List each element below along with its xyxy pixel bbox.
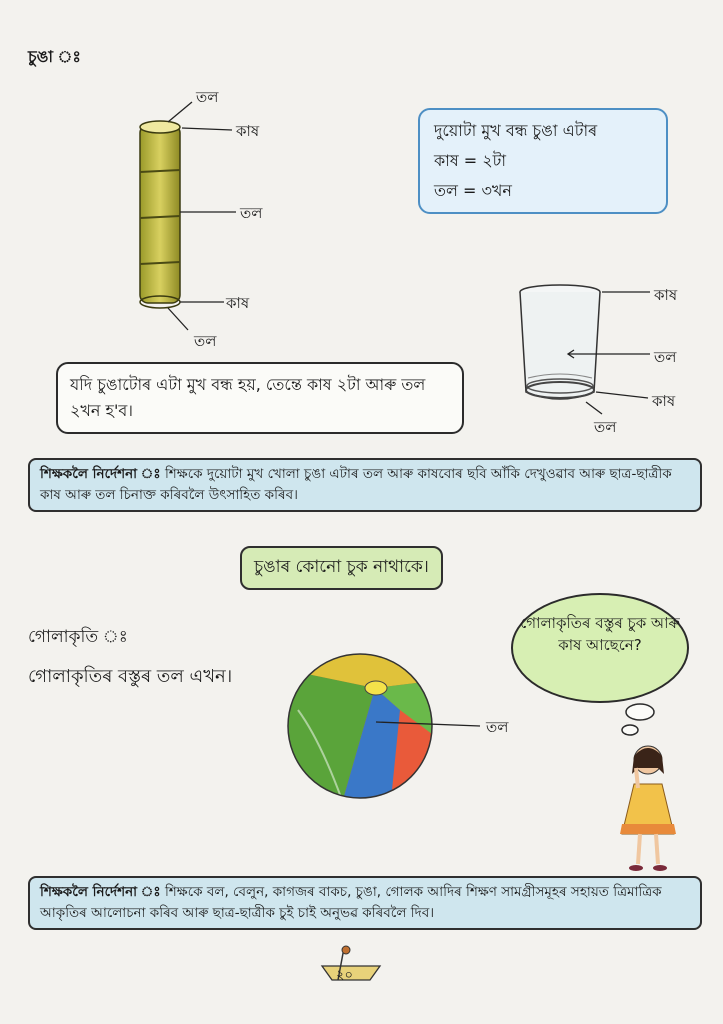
cylinder-info-box: [418, 108, 668, 214]
bamboo-label-top-face: তল: [196, 88, 219, 106]
bamboo-tube-illustration: [120, 80, 320, 340]
glass-label-top-edge: কাষ: [654, 286, 678, 304]
teacher-note-cylinder: [28, 458, 702, 512]
teacher-note-sphere: [28, 876, 702, 930]
section-heading-cylinder: চুঙা ঃ: [28, 47, 81, 66]
bamboo-label-top-edge: কাষ: [236, 122, 260, 140]
glass-label-side-face: তল: [654, 348, 677, 366]
girl-thinking-illustration: [608, 738, 688, 878]
glass-label-bottom-edge: কাষ: [652, 392, 676, 410]
bamboo-label-bottom-face: তল: [194, 332, 217, 350]
section-heading-sphere: গোলাকৃতি ঃ: [28, 627, 128, 647]
teacher-note-prefix: শিক্ষকলৈ নিৰ্দেশনা ঃ: [40, 884, 161, 900]
info-line-1: দুয়োটা মুখ বন্ধ চুঙা এটাৰ: [434, 121, 598, 140]
sphere-statement: গোলাকৃতিৰ বস্তুৰ তল এখন।: [28, 666, 233, 687]
ball-label-face: তল: [486, 718, 509, 736]
cylinder-statement-box: যদি চুঙাটোৰ এটা মুখ বন্ধ হয়, তেন্তে কাষ ২টা আৰু তল ২খন হ'ব।: [56, 362, 464, 434]
bamboo-label-bottom-edge: কাষ: [226, 294, 250, 312]
glass-label-bottom-face: তল: [594, 418, 617, 436]
cylinder-no-corner-highlight: চুঙাৰ কোনো চুক নাথাকে।: [240, 546, 443, 590]
info-line-3: তল = ৩খন: [434, 181, 512, 200]
thought-bubble-text: গোলাকৃতিৰ বস্তুৰ চুক আৰু কাষ আছেনে?: [520, 614, 680, 654]
info-line-2: কাষ = ২টা: [434, 151, 506, 170]
teacher-note-prefix: শিক্ষকলৈ নিৰ্দেশনা ঃ: [40, 466, 161, 482]
glass-illustration: [510, 278, 670, 428]
teacher-note-text: শিক্ষকে দুয়োটা মুখ খোলা চুঙা এটাৰ তল আৰু কাষবোৰ ছবি আঁকি দেখুওৱাব আৰু ছাত্ৰ-ছাত্ৰীক কাষ আৰু তল চিনাক্ত কৰিবলৈ উৎসাহিত কৰিব।: [40, 466, 672, 503]
page-number: ২০: [336, 968, 353, 983]
bamboo-label-side-face: তল: [240, 204, 263, 222]
teacher-note-text: শিক্ষকে বল, বেলুন, কাগজৰ বাকচ, চুঙা, গোলক আদিৰ শিক্ষণ সামগ্ৰীসমূহৰ সহায়ত ত্ৰিমাত্ৰিক আকৃতিৰ আলোচনা কৰিব আৰু ছাত্ৰ-ছাত্ৰীক চুই চাই অনুভৱ কৰিবলৈ দিব।: [40, 884, 662, 921]
